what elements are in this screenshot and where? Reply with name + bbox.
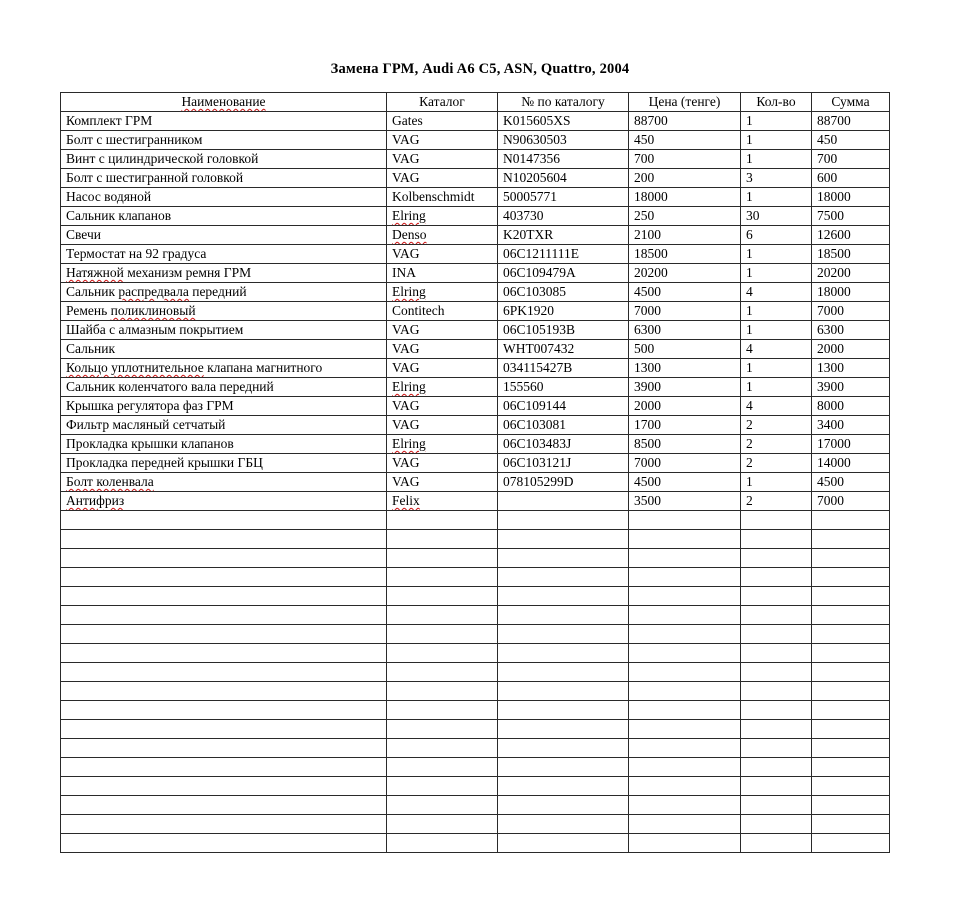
empty-cell-part_no: [498, 568, 629, 587]
empty-row: [61, 701, 890, 720]
empty-cell-qty: [741, 682, 812, 701]
cell-name: Сальник клапанов: [61, 207, 387, 226]
table-row: [61, 207, 890, 226]
cell-catalog: [387, 283, 498, 302]
cell-catalog: VAG: [387, 150, 498, 169]
empty-cell-price: [629, 568, 741, 587]
table-row: [61, 454, 890, 473]
empty-cell-part_no: [498, 796, 629, 815]
empty-cell-part_no: [498, 758, 629, 777]
empty-cell-qty: [741, 568, 812, 587]
cell-qty: 1: [741, 473, 812, 492]
cell-name: [61, 473, 387, 492]
empty-cell-catalog: [387, 606, 498, 625]
cell-name: Винт с цилиндрической головкой: [61, 150, 387, 169]
empty-cell-price: [629, 834, 741, 853]
cell-price: 700: [629, 150, 741, 169]
cell-catalog: Gates: [387, 112, 498, 131]
empty-cell-name: [61, 815, 387, 834]
empty-cell-part_no: [498, 682, 629, 701]
cell-catalog: VAG: [387, 454, 498, 473]
cell-price: 3900: [629, 378, 741, 397]
empty-row: [61, 663, 890, 682]
empty-cell-sum: [812, 701, 890, 720]
cell-qty: 30: [741, 207, 812, 226]
empty-cell-name: [61, 739, 387, 758]
column-header-catalog: Каталог: [387, 93, 498, 112]
empty-cell-name: [61, 530, 387, 549]
empty-cell-qty: [741, 625, 812, 644]
empty-row: [61, 796, 890, 815]
empty-cell-qty: [741, 587, 812, 606]
cell-part_no: 06C103085: [498, 283, 629, 302]
empty-cell-qty: [741, 549, 812, 568]
empty-row: [61, 511, 890, 530]
cell-qty: 3: [741, 169, 812, 188]
empty-cell-part_no: [498, 530, 629, 549]
misspelled-word: Elring: [392, 436, 426, 451]
empty-cell-part_no: [498, 777, 629, 796]
empty-cell-name: [61, 720, 387, 739]
empty-cell-catalog: [387, 625, 498, 644]
cell-price: 4500: [629, 283, 741, 302]
empty-cell-catalog: [387, 720, 498, 739]
empty-cell-catalog: [387, 568, 498, 587]
empty-row: [61, 587, 890, 606]
empty-cell-qty: [741, 758, 812, 777]
empty-cell-sum: [812, 530, 890, 549]
misspelled-word: Болт коленвала: [66, 474, 154, 489]
cell-name: [61, 492, 387, 511]
cell-catalog: VAG: [387, 245, 498, 264]
cell-catalog: VAG: [387, 473, 498, 492]
empty-row: [61, 549, 890, 568]
misspelled-word: Elring: [392, 284, 426, 299]
empty-cell-sum: [812, 511, 890, 530]
cell-name: Натяжной механизм ремня ГРМ: [61, 264, 387, 283]
empty-cell-part_no: [498, 663, 629, 682]
cell-qty: 1: [741, 302, 812, 321]
empty-cell-sum: [812, 587, 890, 606]
column-header-name: [61, 93, 387, 112]
empty-cell-sum: [812, 834, 890, 853]
empty-cell-name: [61, 663, 387, 682]
empty-cell-catalog: [387, 834, 498, 853]
table-row: [61, 492, 890, 511]
cell-name: Кольцо уплотнительное клапана магнитного: [61, 359, 387, 378]
table-row: [61, 264, 890, 283]
empty-cell-qty: [741, 701, 812, 720]
cell-catalog: VAG: [387, 397, 498, 416]
empty-cell-sum: [812, 758, 890, 777]
cell-qty: 2: [741, 416, 812, 435]
empty-row: [61, 606, 890, 625]
cell-part_no: 06C103081: [498, 416, 629, 435]
empty-cell-catalog: [387, 777, 498, 796]
empty-cell-part_no: [498, 834, 629, 853]
cell-sum: 700: [812, 150, 890, 169]
empty-cell-qty: [741, 834, 812, 853]
empty-cell-price: [629, 606, 741, 625]
misspelled-word: Elring: [392, 208, 426, 223]
table-row: [61, 321, 890, 340]
empty-cell-qty: [741, 815, 812, 834]
cell-catalog: VAG: [387, 416, 498, 435]
cell-qty: 1: [741, 378, 812, 397]
misspelled-word: Felix: [392, 493, 420, 508]
table-row: [61, 416, 890, 435]
page-title: Замена ГРМ, Audi A6 C5, ASN, Quattro, 2004: [330, 61, 630, 77]
cell-name: Комплект ГРМ: [61, 112, 387, 131]
empty-cell-price: [629, 587, 741, 606]
empty-cell-name: [61, 606, 387, 625]
empty-cell-qty: [741, 511, 812, 530]
empty-cell-part_no: [498, 720, 629, 739]
empty-row: [61, 834, 890, 853]
misspelled-word: Наименование: [181, 94, 266, 109]
cell-sum: 18000: [812, 188, 890, 207]
empty-cell-catalog: [387, 758, 498, 777]
cell-catalog: [387, 226, 498, 245]
cell-catalog: VAG: [387, 359, 498, 378]
empty-cell-price: [629, 511, 741, 530]
cell-name: Шайба с алмазным покрытием: [61, 321, 387, 340]
empty-cell-price: [629, 758, 741, 777]
cell-catalog: VAG: [387, 169, 498, 188]
cell-part_no: 50005771: [498, 188, 629, 207]
misspelled-word: Натяжной: [66, 265, 124, 280]
cell-qty: 4: [741, 340, 812, 359]
column-header-part_no: № по каталогу: [498, 93, 629, 112]
empty-cell-sum: [812, 739, 890, 758]
cell-name: Прокладка передней крышки ГБЦ: [61, 454, 387, 473]
empty-row: [61, 777, 890, 796]
cell-sum: 18000: [812, 283, 890, 302]
cell-catalog: INA: [387, 264, 498, 283]
cell-sum: 4500: [812, 473, 890, 492]
table-header-row: [61, 93, 890, 112]
cell-price: 88700: [629, 112, 741, 131]
cell-catalog: Contitech: [387, 302, 498, 321]
cell-qty: 1: [741, 264, 812, 283]
table-row: [61, 283, 890, 302]
cell-part_no: 06C103483J: [498, 435, 629, 454]
table-row: [61, 359, 890, 378]
table-row: [61, 188, 890, 207]
empty-cell-catalog: [387, 644, 498, 663]
misspelled-word: Антифриз: [66, 493, 125, 508]
empty-row: [61, 682, 890, 701]
empty-cell-name: [61, 701, 387, 720]
empty-cell-sum: [812, 606, 890, 625]
empty-cell-catalog: [387, 682, 498, 701]
cell-price: 8500: [629, 435, 741, 454]
cell-catalog: [387, 207, 498, 226]
table-body: [61, 112, 890, 853]
cell-part_no: K20TXR: [498, 226, 629, 245]
empty-cell-name: [61, 568, 387, 587]
empty-cell-price: [629, 625, 741, 644]
cell-sum: 88700: [812, 112, 890, 131]
empty-cell-name: [61, 625, 387, 644]
cell-qty: 4: [741, 397, 812, 416]
empty-cell-sum: [812, 549, 890, 568]
empty-cell-price: [629, 739, 741, 758]
empty-cell-part_no: [498, 701, 629, 720]
misspelled-word: поликлиновый: [110, 303, 196, 318]
cell-qty: 1: [741, 245, 812, 264]
cell-sum: 450: [812, 131, 890, 150]
empty-cell-part_no: [498, 644, 629, 663]
cell-sum: 12600: [812, 226, 890, 245]
cell-sum: 7000: [812, 302, 890, 321]
table-row: [61, 397, 890, 416]
empty-cell-catalog: [387, 587, 498, 606]
cell-catalog: VAG: [387, 131, 498, 150]
cell-price: 7000: [629, 302, 741, 321]
empty-cell-part_no: [498, 587, 629, 606]
cell-part_no: 06C109144: [498, 397, 629, 416]
cell-part_no: 034115427B: [498, 359, 629, 378]
cell-name: Болт с шестигранником: [61, 131, 387, 150]
empty-cell-price: [629, 530, 741, 549]
empty-cell-qty: [741, 796, 812, 815]
empty-cell-qty: [741, 606, 812, 625]
cell-name: Болт с шестигранной головкой: [61, 169, 387, 188]
cell-catalog: Kolbenschmidt: [387, 188, 498, 207]
cell-sum: 7500: [812, 207, 890, 226]
empty-cell-sum: [812, 663, 890, 682]
empty-row: [61, 815, 890, 834]
cell-sum: 3900: [812, 378, 890, 397]
cell-qty: 1: [741, 150, 812, 169]
cell-sum: 600: [812, 169, 890, 188]
cell-price: 4500: [629, 473, 741, 492]
empty-row: [61, 568, 890, 587]
empty-cell-sum: [812, 815, 890, 834]
cell-price: 18500: [629, 245, 741, 264]
cell-name: Прокладка крышки клапанов: [61, 435, 387, 454]
empty-cell-price: [629, 796, 741, 815]
cell-sum: 20200: [812, 264, 890, 283]
cell-sum: 1300: [812, 359, 890, 378]
empty-cell-sum: [812, 625, 890, 644]
cell-part_no: 155560: [498, 378, 629, 397]
empty-cell-qty: [741, 530, 812, 549]
empty-cell-sum: [812, 796, 890, 815]
cell-part_no: 078105299D: [498, 473, 629, 492]
empty-cell-name: [61, 777, 387, 796]
cell-name: Свечи: [61, 226, 387, 245]
empty-cell-sum: [812, 720, 890, 739]
cell-part_no: WHT007432: [498, 340, 629, 359]
column-header-qty: Кол-во: [741, 93, 812, 112]
cell-price: 200: [629, 169, 741, 188]
table-row: [61, 169, 890, 188]
cell-part_no: K015605XS: [498, 112, 629, 131]
empty-cell-part_no: [498, 739, 629, 758]
table-row: [61, 112, 890, 131]
misspelled-word: Elring: [392, 379, 426, 394]
cell-sum: 3400: [812, 416, 890, 435]
table-row: [61, 150, 890, 169]
table-row: [61, 378, 890, 397]
table-row: [61, 226, 890, 245]
cell-name: Сальник распредвала передний: [61, 283, 387, 302]
column-header-sum: Сумма: [812, 93, 890, 112]
table-row: [61, 473, 890, 492]
empty-row: [61, 530, 890, 549]
empty-cell-catalog: [387, 530, 498, 549]
cell-qty: 1: [741, 359, 812, 378]
cell-part_no: 06C105193B: [498, 321, 629, 340]
empty-cell-part_no: [498, 815, 629, 834]
cell-name: Термостат на 92 градуса: [61, 245, 387, 264]
cell-part_no: 06C109479A: [498, 264, 629, 283]
cell-price: 20200: [629, 264, 741, 283]
cell-sum: 18500: [812, 245, 890, 264]
cell-qty: 1: [741, 321, 812, 340]
cell-catalog: [387, 435, 498, 454]
cell-sum: 14000: [812, 454, 890, 473]
cell-name: Фильтр масляный сетчатый: [61, 416, 387, 435]
cell-price: 1700: [629, 416, 741, 435]
empty-cell-price: [629, 815, 741, 834]
empty-cell-catalog: [387, 815, 498, 834]
empty-cell-price: [629, 777, 741, 796]
cell-price: 7000: [629, 454, 741, 473]
cell-qty: 1: [741, 112, 812, 131]
empty-cell-catalog: [387, 549, 498, 568]
empty-cell-qty: [741, 739, 812, 758]
empty-cell-qty: [741, 720, 812, 739]
cell-name: Ремень поликлиновый: [61, 302, 387, 321]
cell-part_no: 06C103121J: [498, 454, 629, 473]
empty-cell-sum: [812, 568, 890, 587]
cell-sum: 8000: [812, 397, 890, 416]
empty-cell-catalog: [387, 701, 498, 720]
empty-cell-price: [629, 644, 741, 663]
misspelled-word: распредвала: [118, 284, 189, 299]
empty-cell-price: [629, 663, 741, 682]
cell-name: Сальник коленчатого вала передний: [61, 378, 387, 397]
empty-cell-catalog: [387, 511, 498, 530]
misspelled-word: Кольцо уплотнительное: [66, 360, 204, 375]
cell-part_no: 403730: [498, 207, 629, 226]
misspelled-word: Denso: [392, 227, 427, 242]
empty-cell-part_no: [498, 625, 629, 644]
empty-cell-catalog: [387, 663, 498, 682]
empty-cell-price: [629, 701, 741, 720]
empty-cell-name: [61, 682, 387, 701]
empty-cell-name: [61, 511, 387, 530]
parts-table: [60, 92, 890, 853]
cell-price: 450: [629, 131, 741, 150]
cell-price: 500: [629, 340, 741, 359]
empty-row: [61, 739, 890, 758]
cell-price: 2100: [629, 226, 741, 245]
cell-price: 3500: [629, 492, 741, 511]
cell-catalog: [387, 492, 498, 511]
cell-part_no: [498, 492, 629, 511]
empty-row: [61, 758, 890, 777]
empty-cell-sum: [812, 682, 890, 701]
table-row: [61, 245, 890, 264]
cell-catalog: VAG: [387, 321, 498, 340]
cell-part_no: N10205604: [498, 169, 629, 188]
empty-cell-name: [61, 758, 387, 777]
empty-cell-catalog: [387, 796, 498, 815]
empty-cell-part_no: [498, 606, 629, 625]
cell-qty: 1: [741, 131, 812, 150]
empty-cell-name: [61, 549, 387, 568]
table-row: [61, 340, 890, 359]
empty-cell-sum: [812, 777, 890, 796]
cell-qty: 2: [741, 492, 812, 511]
table-row: [61, 302, 890, 321]
table-head: [61, 93, 890, 112]
cell-sum: 2000: [812, 340, 890, 359]
empty-row: [61, 644, 890, 663]
empty-cell-price: [629, 720, 741, 739]
cell-price: 18000: [629, 188, 741, 207]
cell-part_no: N0147356: [498, 150, 629, 169]
empty-cell-name: [61, 834, 387, 853]
empty-cell-price: [629, 682, 741, 701]
column-header-price: Цена (тенге): [629, 93, 741, 112]
empty-cell-sum: [812, 644, 890, 663]
empty-cell-catalog: [387, 739, 498, 758]
empty-cell-name: [61, 644, 387, 663]
empty-cell-part_no: [498, 511, 629, 530]
cell-qty: 1: [741, 188, 812, 207]
empty-cell-price: [629, 549, 741, 568]
cell-price: 6300: [629, 321, 741, 340]
cell-price: 2000: [629, 397, 741, 416]
empty-row: [61, 625, 890, 644]
table-row: [61, 435, 890, 454]
empty-row: [61, 720, 890, 739]
cell-price: 250: [629, 207, 741, 226]
cell-qty: 4: [741, 283, 812, 302]
table-row: [61, 131, 890, 150]
cell-sum: 6300: [812, 321, 890, 340]
cell-part_no: 6PK1920: [498, 302, 629, 321]
empty-cell-part_no: [498, 549, 629, 568]
cell-name: Крышка регулятора фаз ГРМ: [61, 397, 387, 416]
empty-cell-qty: [741, 644, 812, 663]
cell-name: Сальник: [61, 340, 387, 359]
empty-cell-name: [61, 587, 387, 606]
cell-name: Насос водяной: [61, 188, 387, 207]
empty-cell-name: [61, 796, 387, 815]
cell-sum: 7000: [812, 492, 890, 511]
cell-qty: 6: [741, 226, 812, 245]
empty-cell-qty: [741, 777, 812, 796]
cell-catalog: [387, 378, 498, 397]
cell-price: 1300: [629, 359, 741, 378]
empty-cell-qty: [741, 663, 812, 682]
cell-part_no: N90630503: [498, 131, 629, 150]
cell-catalog: VAG: [387, 340, 498, 359]
cell-qty: 2: [741, 435, 812, 454]
cell-part_no: 06C1211111E: [498, 245, 629, 264]
cell-sum: 17000: [812, 435, 890, 454]
cell-qty: 2: [741, 454, 812, 473]
